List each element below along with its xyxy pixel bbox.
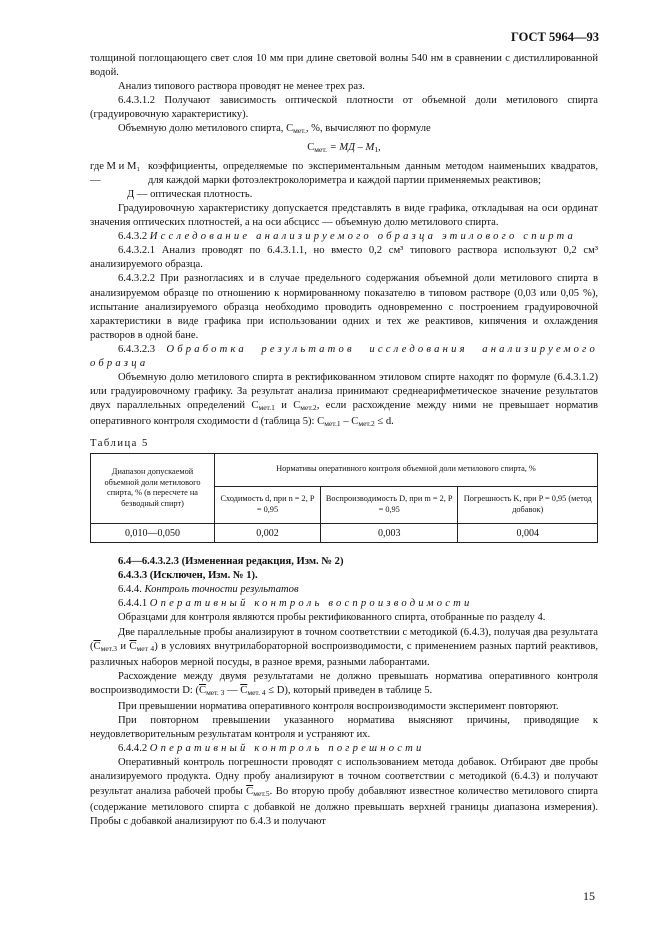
heading-6-4-4-1: 6.4.4.1 Оперативный контроль воспроизводимости: [118, 598, 473, 610]
formula: $С_{мет.}$ = МД – $М_1$,: [307, 141, 381, 154]
clause-6-4-3-1-2: 6.4.3.1.2 Получают зависимость оптической плотности от объемной доли метилового спирта (градуировочную характеристику).: [90, 95, 598, 121]
table-cell: 0,003: [320, 523, 458, 543]
paragraph: Две параллельные пробы анализируют в точном соответствии с методикой (6.4.3), получая два результата ($С_{мет.3}$ и $С_{мет 4}$) в условиях внутрилабораторной воспроизводимости, с применением разных партий реактивов, различных наборов мерной посуды, в разное время, разными лаборантами.: [90, 626, 598, 668]
page-number: 15: [583, 889, 595, 903]
table-header-error: Погрешность K, при P = 0,95 (метод добавок): [458, 486, 598, 523]
standard-header: ГОСТ 5964—93: [510, 30, 599, 44]
legend-item: Д — оптическая плотность.: [127, 188, 253, 200]
table-cell: 0,010—0,050: [91, 523, 215, 543]
table-cell: 0,002: [215, 523, 321, 543]
heading-6-4-4-2: 6.4.4.2 Оперативный контроль погрешности: [118, 743, 425, 755]
amendment-note: 6.4.3.3 (Исключен, Изм. № 1).: [118, 570, 258, 582]
table-header-norms: Нормативы оперативного контроля объемной доли метилового спирта, %: [215, 453, 598, 486]
table-cell: 0,004: [458, 523, 598, 543]
formula-legend: [90, 160, 598, 188]
legend-label: где М и М₁ —: [90, 160, 141, 186]
paragraph: Расхождение между двумя результатами не должно превышать норматива оперативного контроля воспроизводимости D: ($С_{мет. 3}$ — $С_{мет. 4} \le D$), который приведен в таблице 5.: [90, 670, 598, 697]
table-5: [90, 453, 598, 544]
paragraph: При повторном превышении указанного норматива выясняют причины, приводящие к неудовлетворительным результатам контроля и устраняют их.: [90, 715, 598, 741]
paragraph: толщиной поглощающего свет слоя 10 мм при длине световой волны 540 нм в сравнении с дистиллированной водой.: [90, 53, 598, 79]
table-row: [91, 523, 598, 543]
paragraph: Объемную долю метилового спирта, $С_{мет.}$, %, вычисляют по формуле: [118, 123, 431, 136]
table-header-range: Диапазон допускаемой объемной доли метилового спирта, % (в пересчете на безводный спирт): [91, 453, 215, 523]
paragraph: Образцами для контроля являются пробы ректификованного спирта, отобранные по разделу 4.: [118, 612, 546, 624]
table-caption: Таблица 5: [90, 438, 149, 450]
legend-text: коэффициенты, определяемые по экспериментальным данным методом наименьших квадратов, для каждой марки фотоэлектроколориметра и каждой партии применяемых реактивов;: [148, 160, 598, 186]
clause-6-4-3-2-2: 6.4.3.2.2 При разногласиях и в случае предельного содержания объемной доли метилового спирта в анализируемом образце по отношению к нормированному показателю в типовом растворе (0,03 или 0,05 %), испытание анализируемого образца необходимо проводить одновременно с построением градуировочной характеристики в виде графика при использовании одних и тех же реактивов, кипячения и охлаждения растворов в одной бане.: [90, 273, 598, 341]
paragraph: Градуировочную характеристику допускается представлять в виде графика, откладывая на оси ординат значения оптических плотностей, а на оси абсцисс — объемную долю метилового спирта.: [90, 202, 598, 229]
heading-6-4-4: 6.4.4. Контроль точности результатов: [118, 584, 299, 596]
heading-6-4-3-2-3: 6.4.3.2.3 Обработка результатов исследования анализируемого образца: [90, 343, 598, 369]
clause-6-4-3-2-1: 6.4.3.2.1 Анализ проводят по 6.4.3.1.1, но вместо 0,2 см³ типового раствора используют 0,2 см³ анализируемого образца.: [90, 245, 598, 271]
page-body: [90, 52, 598, 829]
heading-6-4-3-2: 6.4.3.2 Исследование анализируемого образца этилового спирта: [118, 231, 577, 243]
paragraph: Анализ типового раствора проводят не менее трех раз.: [118, 81, 365, 93]
paragraph: Оперативный контроль погрешности проводят с использованием метода добавок. Отбирают две пробы анализируемого продукта. Одну пробу анализируют в точном соответствии с методикой (6.4.3) и получают результат анализа рабочей пробы $С_{мет.5}$. Во вторую пробу добавляют известное количество метилового спирта (содержание метилового спирта с добавкой не должно превышать верхней границы диапазона измерения). Пробы с добавкой анализируют по 6.4.3 и получают: [90, 757, 598, 827]
paragraph: При превышении норматива оперативного контроля воспроизводимости эксперимент повторяют.: [118, 700, 559, 712]
table-header-repeatability: Сходимость d, при n = 2, P = 0,95: [215, 486, 321, 523]
amendment-note: 6.4—6.4.3.2.3 (Измененная редакция, Изм. № 2): [118, 556, 344, 568]
paragraph: Объемную долю метилового спирта в ректификованном этиловом спирте находят по формуле (6.4.3.1.2) или градуировочному графику. За результат анализа принимают среднеарифметическое значение результатов двух параллельных определений $С_{мет.1}$ и $С_{мет.2}$, если расхождение между ними не превышает норматив оперативного контроля сходимости d (таблица 5): $С_{мет.1} - С_{мет.2} \le d$.: [90, 372, 598, 429]
table-header-reproducibility: Воспроизводимость D, при m = 2, P = 0,95: [320, 486, 458, 523]
